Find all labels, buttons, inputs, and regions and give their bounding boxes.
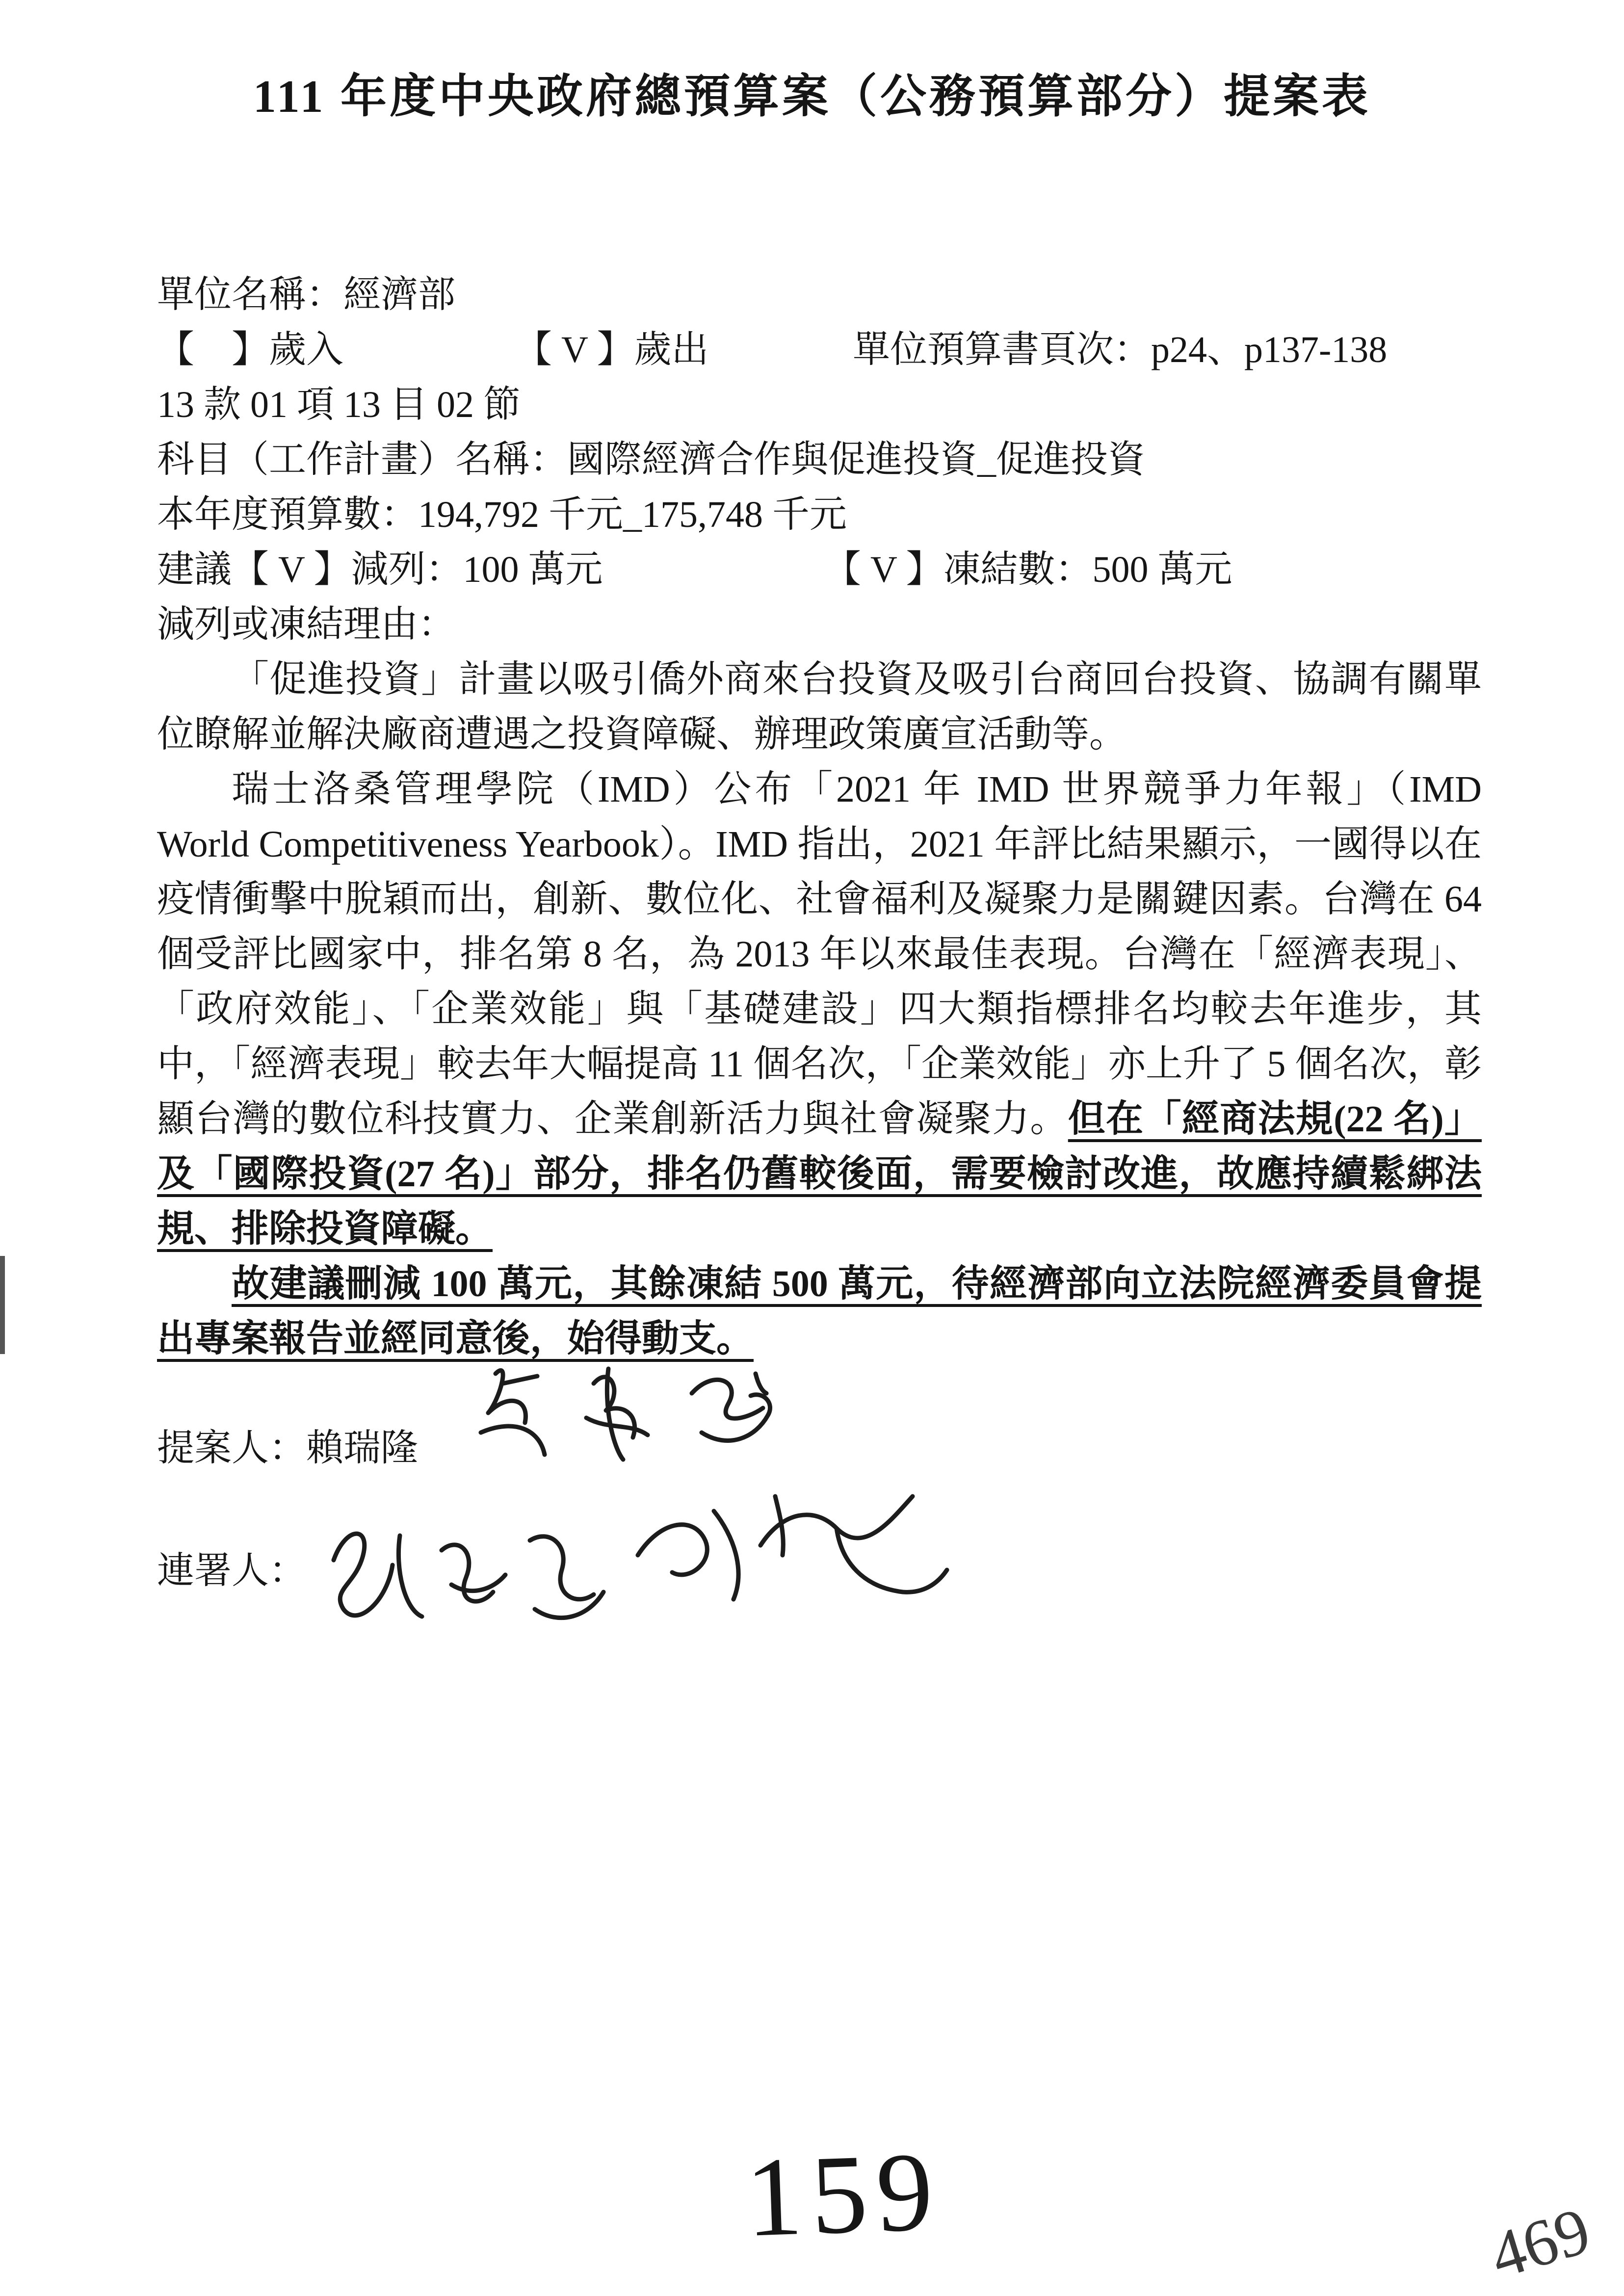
proposal-line (157, 542, 1482, 597)
proposer-label: 提案人：賴瑞隆 (157, 1428, 418, 1469)
reason-heading: 減列或凍結理由： (157, 604, 455, 645)
cosigner-signature-2 (603, 1467, 967, 1653)
document-title: 111 年度中央政府總預算案（公務預算部分）提案表 (253, 71, 1371, 122)
corner-page-number: 469 (1482, 2193, 1598, 2293)
unit-name-line: 單位名稱：經濟部 (157, 274, 455, 315)
section-item-line: 13 款 01 項 13 目 02 節 (157, 384, 521, 425)
reason-paragraph-2 (157, 762, 1482, 1256)
cosigner-signature-1 (304, 1487, 628, 1653)
handwritten-page-number: 159 (743, 2128, 944, 2260)
reduce-proposal: 建議【 V 】減列：100 萬元 (157, 549, 603, 590)
reason-paragraph-1: 「促進投資」計畫以吸引僑外商來台投資及吸引台商回台投資、協調有關單位瞭解並解決廠商遭遇之投資障礙、辦理政策廣宣活動等。 (157, 659, 1482, 755)
conclusion-paragraph: 故建議刪減 100 萬元，其餘凍結 500 萬元，待經濟部向立法院經濟委員會提出專案報告並經同意後，始得動支。 (157, 1263, 1482, 1359)
paragraph-2-emphasized-text: 但在「經商法規(22 名)」及「國際投資(27 名)」部分，排名仍舊較後面，需要檢討改進，故應持續鬆綁法規、排除投資障礙。 (157, 1098, 1482, 1250)
cosigner-label: 連署人： (157, 1550, 306, 1592)
subject-name-line: 科目（工作計畫）名稱：國際經濟合作與促進投資_促進投資 (157, 439, 1145, 480)
budget-type-line (157, 322, 1482, 377)
revenue-checkbox: 【 】歲入 (157, 329, 343, 370)
budget-amount-line: 本年度預算數：194,792 千元_175,748 千元 (157, 494, 847, 535)
freeze-proposal: 【 V 】凍結數：500 萬元 (824, 549, 1232, 590)
scan-artifact (0, 1256, 5, 1354)
document-body (157, 267, 1482, 1366)
budget-page-ref: 單位預算書頁次：p24、p137-138 (853, 329, 1388, 370)
expenditure-checkbox: 【 V 】歲出 (515, 329, 709, 370)
paragraph-2-normal-text: 瑞士洛桑管理學院（IMD）公布「2021 年 IMD 世界競爭力年報」（IMD World Competitiveness Yearbook）。IMD 指出，2021 年評比結果顯示，一國得以在疫情衝擊中脫穎而出，創新、數位化、社會福利及凝聚力是關鍵因素。台灣在 64 個受評比國家中，排名第 8 名，為 2013 年以來最佳表現。台灣在「經濟表現」、「政府效能」、「企業效能」與「基礎建設」四大類指標排名均較去年進步，其中，「經濟表現」較去年大幅提高 11 個名次，「企業效能」亦上升了 5 個名次，彰顯台灣的數位科技實力、企業創新活力與社會凝聚力。 (157, 769, 1482, 1140)
